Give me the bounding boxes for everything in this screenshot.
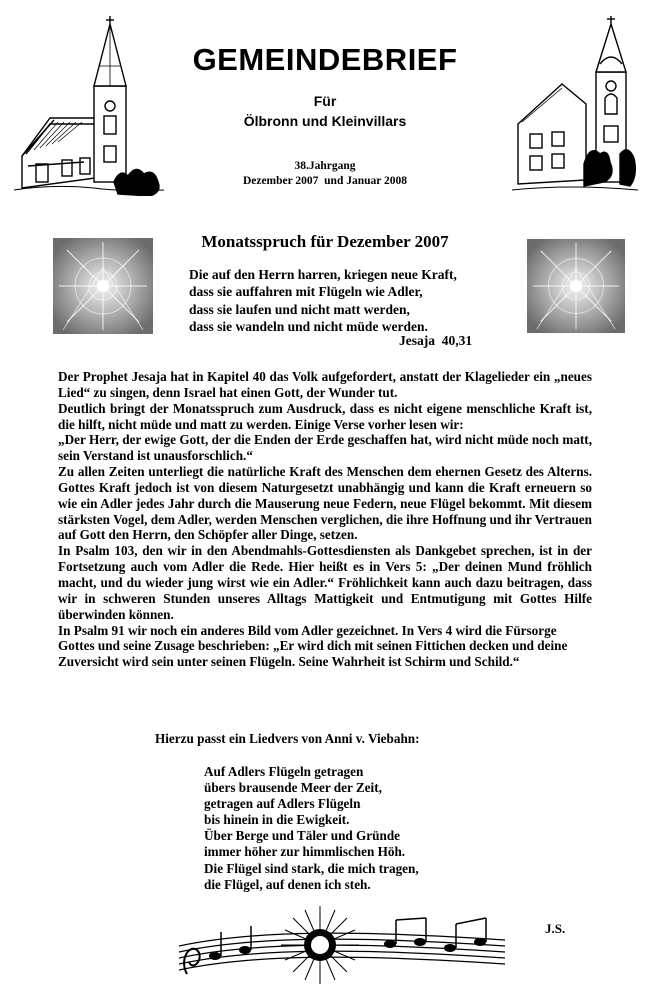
monthly-verse [189,266,457,335]
verse-line: dass sie wandeln und nicht müde werden. [189,318,428,334]
paragraph: „Der Herr, der ewige Gott, der die Enden der Erde geschaffen hat, wird nicht müde noch matt, sein Verstand ist unausforschlich.“ [58,432,592,464]
poem-intro: Hierzu passt ein Liedvers von Anni v. Viebahn: [155,731,420,746]
newsletter-title: GEMEINDEBRIEF [192,42,458,77]
poem-line: die Flügel, auf denen ich steh. [204,876,371,892]
paragraph: Deutlich bringt der Monatsspruch zum Ausdruck, dass es nicht eigene menschliche Kraft ist, die hilft, nicht müde und matt zu werden. Einige Verse vorher lesen wir: [58,400,592,432]
paragraph: Der Prophet Jesaja hat in Kapitel 40 das Volk aufgefordert, anstatt der Klagelieder ein „neues Lied“ zu singen, denn Israel hat einen Gott, der Wunder tut. [58,369,592,400]
verse-reference: Jesaja 40,31 [399,333,473,348]
poem-line: getragen auf Adlers Flügeln [204,796,361,812]
for-label: Für [313,93,337,109]
paragraph: In Psalm 103, den wir in den Abendmahls-Gottesdiensten als Dankgebet sprechen, ist in der Fortsetzung auch vom Adler die Rede. Hier heißt es in Vers 5: „Der deinen Mund fröhlich macht, und du wieder jung wirst wie ein Adler.“ Fröhlichkeit kann auch dazu beitragen, dass wir in schweren Stunden unseres Alltags Mattigkeit und Entmutigung mit Gottes Hilfe überwinden können. [58,543,592,622]
paragraph: In Psalm 91 wir noch ein anderes Bild vom Adler gezeichnet. In Vers 4 wird die Fürsorge Gottes und seine Zusage beschrieben: „Er wird dich mit seinen Fittichen decken und deine Zuversicht wird sein unter seinen Flügeln. Seine Wahrheit ist Schirm und Schild.“ [58,622,568,670]
article-body [58,369,592,670]
place-names: Ölbronn und Kleinvillars [243,113,407,129]
verse-line: Die auf den Herrn harren, kriegen neue Kraft, [189,267,457,282]
monthly-verse-title: Monatsspruch für Dezember 2007 [201,232,449,251]
poem [204,764,419,893]
poem-line: Über Berge und Täler und Gründe [204,828,401,844]
volume-label: 38.Jahrgang [294,160,356,172]
poem-line: Auf Adlers Flügeln getragen [204,764,364,779]
music-staff-star-illustration [175,900,510,990]
poem-line: bis hinein in die Ewigkeit. [204,812,350,828]
poem-line: immer höher zur himmlischen Höh. [204,844,406,860]
poem-line: übers brausende Meer der Zeit, [204,780,382,796]
verse-line: dass sie laufen und nicht matt werden, [189,301,410,317]
poem-line: Die Flügel sind stark, die mich tragen, [204,860,419,876]
verse-line: dass sie auffahren mit Flügeln wie Adler, [189,284,423,300]
author-initials: J.S. [545,921,566,936]
christmas-star-image-right [527,238,625,334]
paragraph: Zu allen Zeiten unterliegt die natürliche Kraft des Menschen dem ehernen Gesetz des Alterns. Gottes Kraft jedoch ist von diesem Naturgesetzt unabhängig und kann die Kraft erneuern so wie ein Adler jedes Jahr durch die Mauserung neue Federn, neue Flügel bekommt. Mit diesem stärksten Vogel, dem Adler, werden Menschen verglichen, die ihre Hoffnung und ihr Vertrauen auf Gott den Herrn, den Schöpfer aller Dinge, setzen. [58,464,592,543]
christmas-star-image-left [53,238,153,334]
issue-dates: Dezember 2007 und Januar 2008 [242,175,408,187]
